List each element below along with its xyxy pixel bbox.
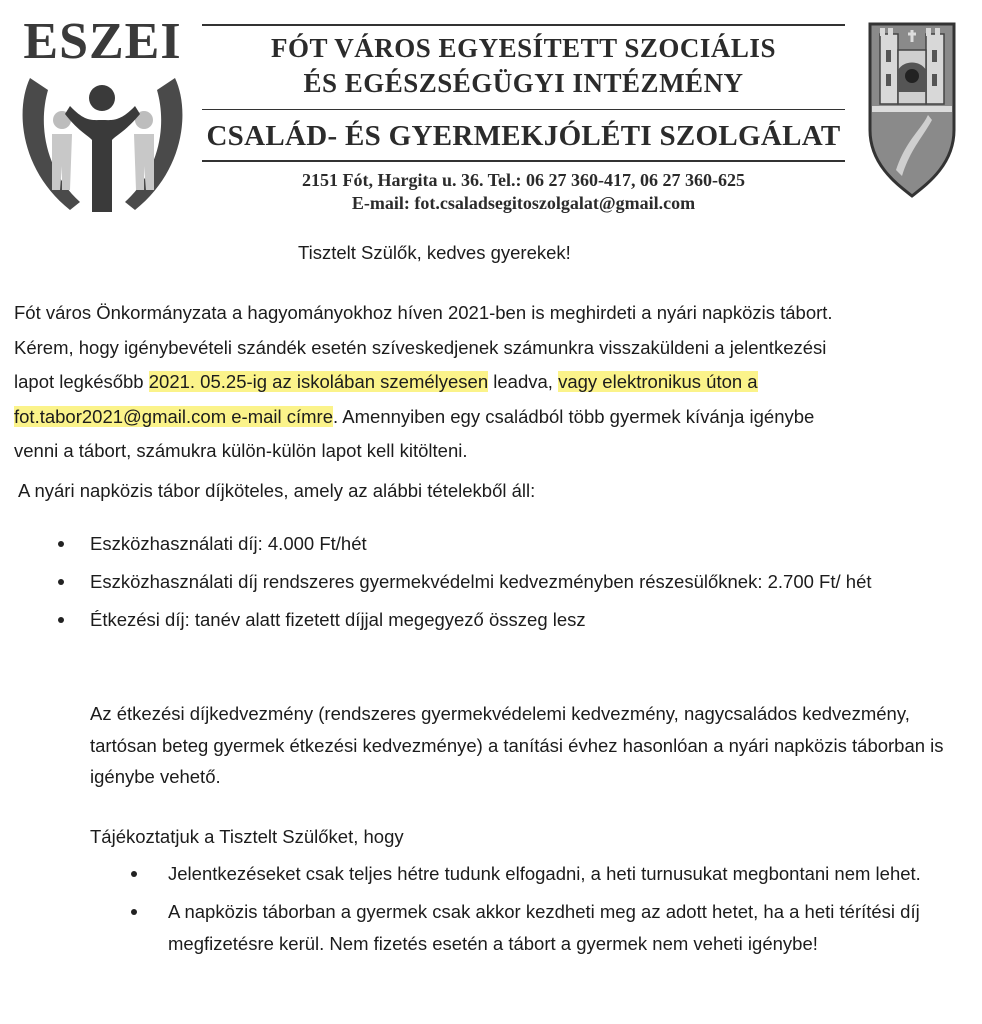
logo-text: ESZEI: [23, 13, 182, 70]
deadline-highlight: 2021. 05.25-ig az iskolában személyesen: [148, 371, 489, 392]
eszei-logo: [10, 14, 195, 214]
fees-intro: A nyári napközis tábor díjköteles, amely az alábbi tételekből áll:: [18, 480, 536, 501]
family-figures-icon: [10, 70, 195, 215]
email-submission-highlight: vagy elektronikus úton a fot.tabor2021@gmail.com e-mail címre: [14, 371, 758, 427]
notice-list: [0, 858, 960, 966]
town-coat-of-arms-icon: [866, 20, 958, 200]
header-rule-top: [202, 24, 845, 26]
intro-text-3: ,: [547, 371, 559, 392]
contact-address: 2151 Fót, Hargita u. 36. Tel.: 06 27 360-417, 06 27 360-625: [302, 170, 745, 190]
header-rule-bottom: [202, 160, 845, 162]
service-title: CSALÁD- ÉS GYERMEKJÓLÉTI SZOLGÁLAT: [206, 120, 841, 152]
institution-title-line2: ÉS EGÉSZSÉGÜGYI INTÉZMÉNY: [303, 68, 744, 98]
letterhead: [0, 0, 982, 230]
notice-item: A napközis táborban a gyermek csak akkor kezdheti meg az adott hetet, ha a heti térítési díj megfizetésre kerül. Nem fizetés esetén a tábort a gyermek nem veheti igénybe!: [0, 896, 960, 960]
institution-title-line1: FÓT VÁROS EGYESÍTETT SZOCIÁLIS: [271, 33, 776, 63]
fee-item: Eszközhasználati díj: 4.000 Ft/hét: [0, 528, 955, 559]
header-rule-middle: [202, 109, 845, 110]
fee-item: Eszközhasználati díj rendszeres gyermekvédelmi kedvezményben részesülőknek: 2.700 Ft/ hét: [0, 566, 890, 597]
discount-paragraph: Az étkezési díjkedvezmény (rendszeres gyermekvédelemi kedvezmény, nagycsaládos kedvezmény, tartósan beteg gyermek étkezési kedvezménye) a tanítási évhez hasonlóan a nyári napközis táborban is igénybe vehető.: [90, 703, 944, 787]
fee-item: Étkezési díj: tanév alatt fizetett díjjal megegyező összeg lesz: [0, 604, 955, 635]
contact-email: E-mail: fot.csaladsegitoszolgalat@gmail.com: [351, 193, 696, 213]
intro-text-4: . Amennyiben egy családból több gyermek kívánja igénybe venni a tábort, számukra külön-külön lapot kell kitölteni.: [14, 405, 815, 461]
intro-paragraph: [14, 296, 969, 469]
intro-text-1: Fót város Önkormányzata a hagyományokhoz híven 2021-ben is meghirdeti a nyári napközis tábort. Kérem, hogy igénybevételi szándék esetén szíveskedjenek számunkra visszaküldeni a jelentkezési lapot legkésőbb: [14, 302, 833, 392]
fee-list: [0, 528, 955, 642]
greeting: Tisztelt Szülők, kedves gyerekek!: [298, 242, 571, 263]
notice-intro: Tájékoztatjuk a Tisztelt Szülőket, hogy: [90, 826, 404, 847]
intro-text-2: leadva: [488, 371, 548, 392]
notice-item: Jelentkezéseket csak teljes hétre tudunk elfogadni, a heti turnusukat megbontani nem lehet.: [0, 858, 960, 890]
